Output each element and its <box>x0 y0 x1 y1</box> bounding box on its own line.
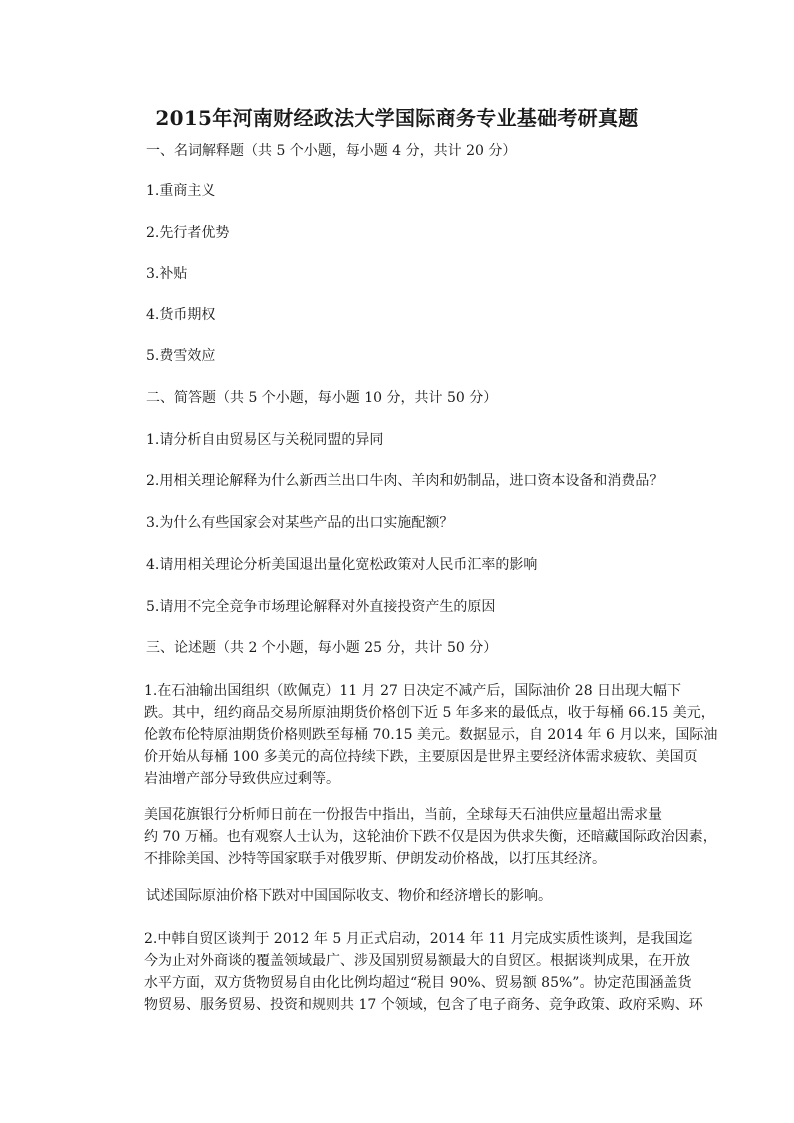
list-item: 1.请分析自由贸易区与关税同盟的异同 <box>146 432 384 448</box>
list-item: 5.费雪效应 <box>146 348 216 364</box>
list-item: 3.补贴 <box>146 266 188 282</box>
section-heading-1: 一、名词解释题（共 5 个小题，每小题 4 分，共计 20 分） <box>146 143 517 159</box>
page-title: 2015年河南财经政法大学国际商务专业基础考研真题 <box>155 106 639 130</box>
paragraph-line: 美国花旗银行分析师日前在一份报告中指出，当前，全球每天石油供应量超出需求量 <box>144 807 662 823</box>
paragraph-line: 物贸易、服务贸易、投资和规则共 17 个领域，包含了电子商务、竞争政策、政府采购、环 <box>144 997 703 1013</box>
paragraph-line: 价开始从每桶 100 多美元的高位持续下跌，主要原因是世界主要经济体需求疲软、美国页 <box>144 749 698 765</box>
section-heading-3: 三、论述题（共 2 个小题，每小题 25 分，共计 50 分） <box>146 640 498 656</box>
list-item: 4.货币期权 <box>146 307 216 323</box>
paragraph-line: 水平方面，双方货物贸易自由化比例均超过“税目 90%、贸易额 85%”。协定范围涵盖货 <box>144 975 692 991</box>
paragraph-line: 2.中韩自贸区谈判于 2012 年 5 月正式启动，2014 年 11 月完成实质性谈判，是我国迄 <box>144 931 693 947</box>
paragraph-line: 1.在石油输出国组织（欧佩克）11 月 27 日决定不减产后，国际油价 28 日出现大幅下 <box>144 683 682 699</box>
list-item: 4.请用相关理论分析美国退出量化宽松政策对人民币汇率的影响 <box>146 557 538 573</box>
paragraph-line: 今为止对外商谈的覆盖领域最广、涉及国别贸易额最大的自贸区。根据谈判成果，在开放 <box>144 953 690 969</box>
paragraph-q1-analysis <box>144 804 717 870</box>
paragraph-line: 约 70 万桶。也有观察人士认为，这轮油价下跌不仅是因为供求失衡，还暗藏国际政治因素， <box>144 829 717 845</box>
paragraph-q2-intro <box>144 928 703 1016</box>
paragraph-line: 不排除美国、沙特等国家联手对俄罗斯、伊朗发动价格战，以打压其经济。 <box>144 851 606 867</box>
list-item: 2.先行者优势 <box>146 225 230 241</box>
paragraph-q1-intro <box>144 680 718 790</box>
paragraph-line: 跌。其中，纽约商品交易所原油期货价格创下近 5 年多来的最低点，收于每桶 66.15 美元， <box>144 705 715 721</box>
paragraph-line: 伦敦布伦特原油期货价格则跌至每桶 70.15 美元。数据显示，自 2014 年 6 月以来，国际油 <box>144 727 718 743</box>
question-prompt-1: 试述国际原油价格下跌对中国国际收支、物价和经济增长的影响。 <box>146 888 552 904</box>
list-item: 1.重商主义 <box>146 183 216 199</box>
paragraph-line: 岩油增产部分导致供应过剩等。 <box>144 771 340 787</box>
list-item: 5.请用不完全竞争市场理论解释对外直接投资产生的原因 <box>146 599 496 615</box>
list-item: 2.用相关理论解释为什么新西兰出口牛肉、羊肉和奶制品，进口资本设备和消费品？ <box>146 473 664 489</box>
section-heading-2: 二、简答题（共 5 个小题，每小题 10 分，共计 50 分） <box>146 390 498 406</box>
list-item: 3.为什么有些国家会对某些产品的出口实施配额？ <box>146 515 454 531</box>
